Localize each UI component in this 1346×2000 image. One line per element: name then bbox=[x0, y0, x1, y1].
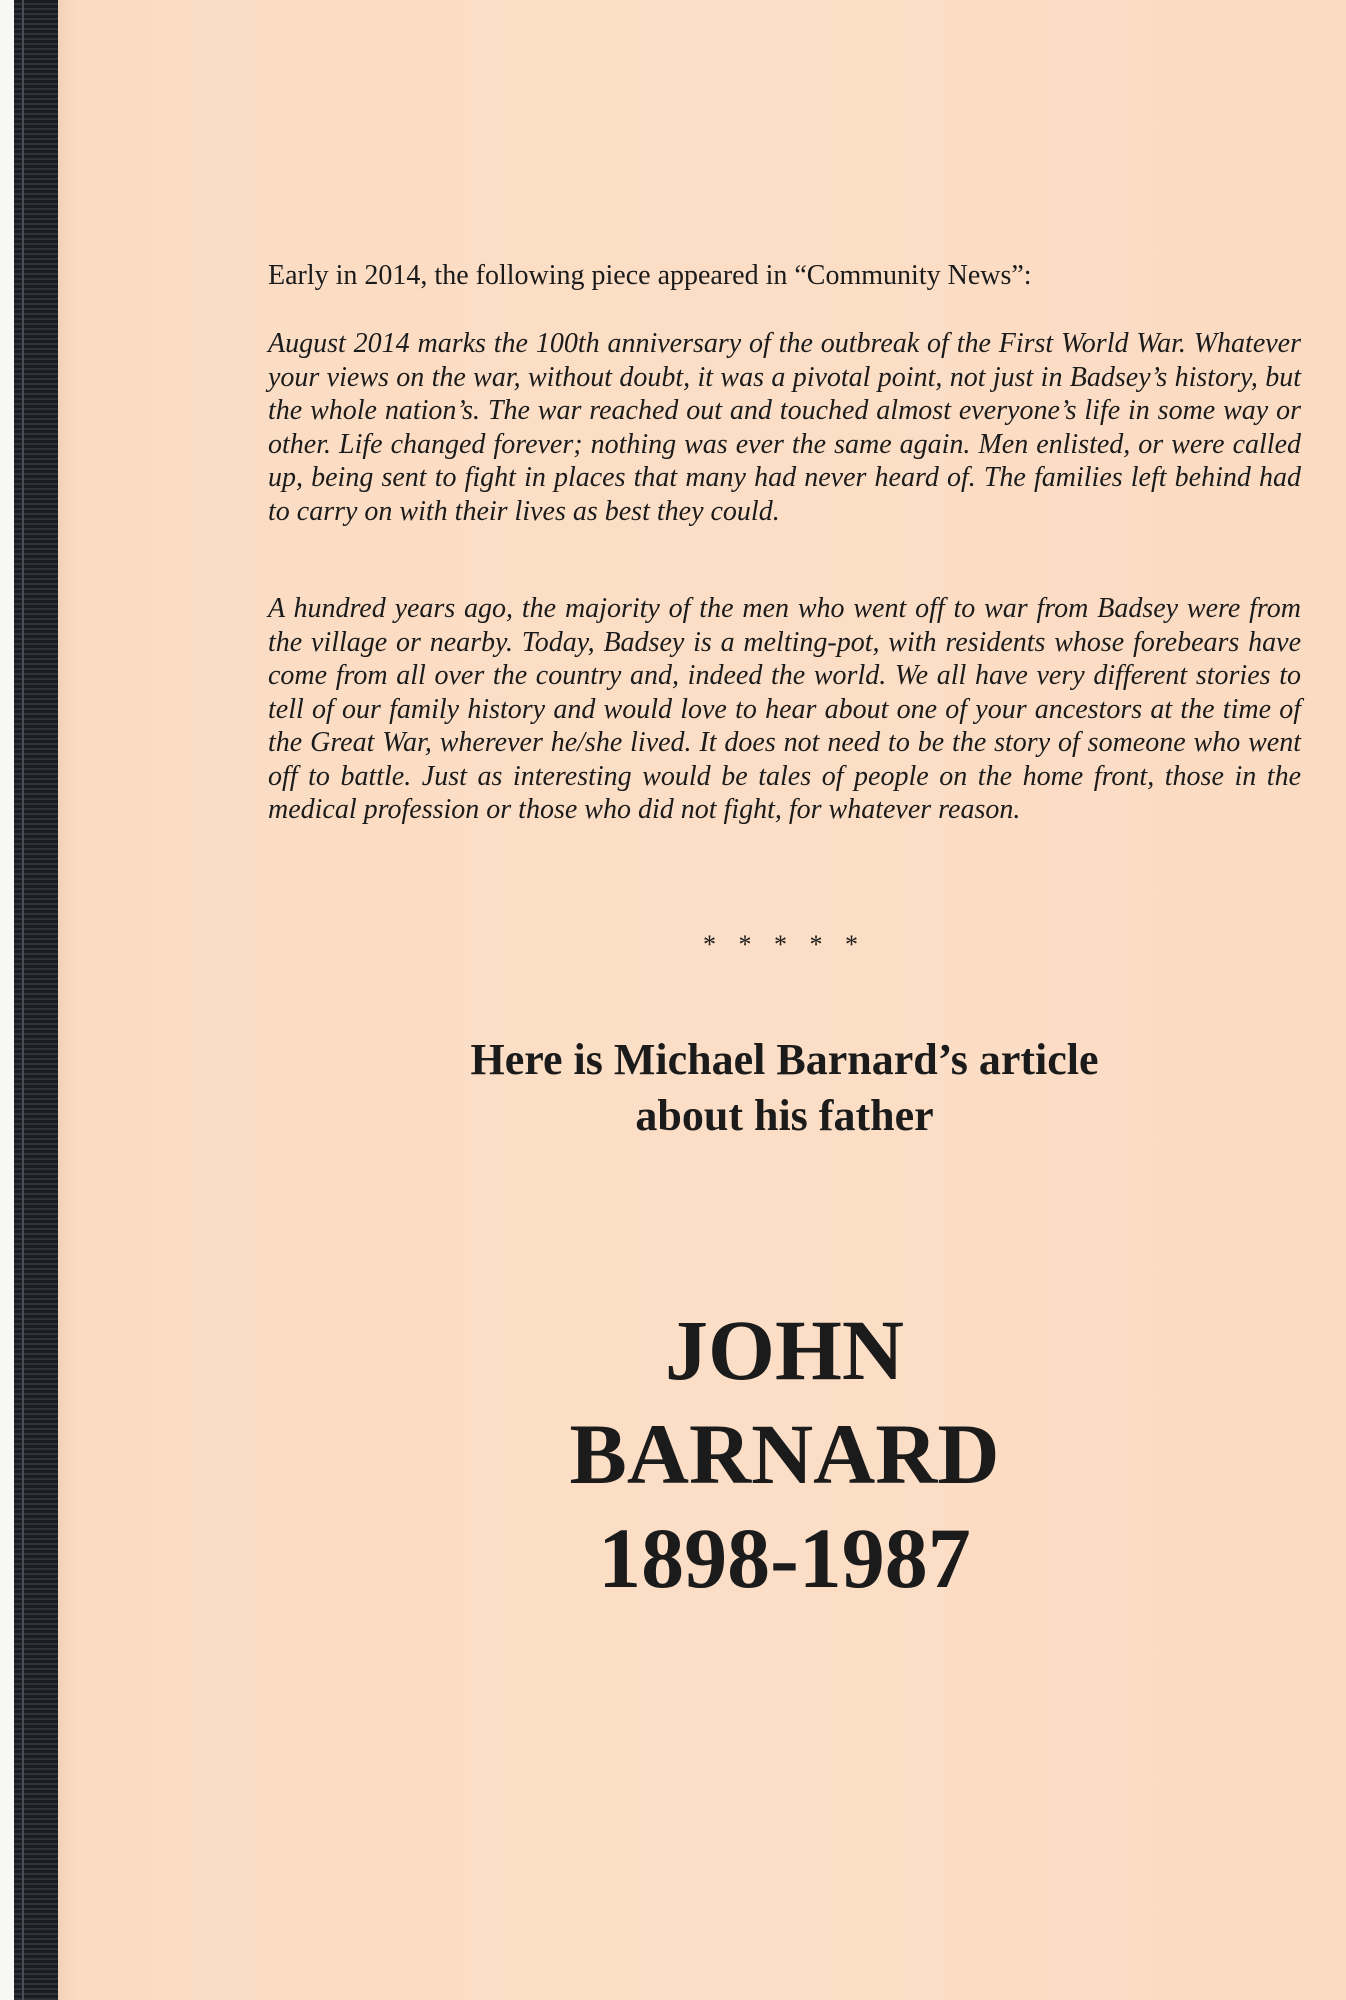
title-years: 1898-1987 bbox=[598, 1509, 971, 1606]
person-title bbox=[268, 1298, 1301, 1610]
quote-paragraph-1: August 2014 marks the 100th anniversary of the outbreak of the First World War. Whatever your views on the war, without doubt, it was a pivotal point, not just in Badsey’s history, but the whole nation’s. The war reached out and touched almost everyone’s life in some way or other. Life changed forever; nothing was ever the same again. Men enlisted, or were called up, being sent to fight in places that many had never heard of. The families left behind had to carry on with their lives as best they could. bbox=[268, 328, 1301, 527]
document-page bbox=[58, 0, 1346, 2000]
title-first-name: JOHN bbox=[665, 1301, 904, 1398]
spiral-binding bbox=[14, 0, 58, 2000]
article-heading-line-2: about his father bbox=[635, 1091, 934, 1140]
article-heading bbox=[268, 1032, 1301, 1144]
quote-paragraph-2: A hundred years ago, the majority of the men who went off to war from Badsey were from the village or nearby. Today, Badsey is a melting-pot, with residents whose forebears have come from all over the country and, indeed the world. We all have very different stories to tell of our family history and would love to hear about one of your ancestors at the time of the Great War, wherever he/she lived. It does not need to be the story of someone who went off to battle. Just as interesting would be tales of people on the home front, those in the medical profession or those who did not fight, for whatever reason. bbox=[268, 593, 1301, 825]
article-heading-line-1: Here is Michael Barnard’s article bbox=[470, 1035, 1099, 1084]
intro-text: Early in 2014, the following piece appeared in “Community News”: bbox=[268, 260, 1032, 291]
title-surname: BARNARD bbox=[569, 1405, 1000, 1502]
page-content bbox=[268, 0, 1301, 2000]
asterisk-separator: * * * * * bbox=[703, 930, 866, 959]
